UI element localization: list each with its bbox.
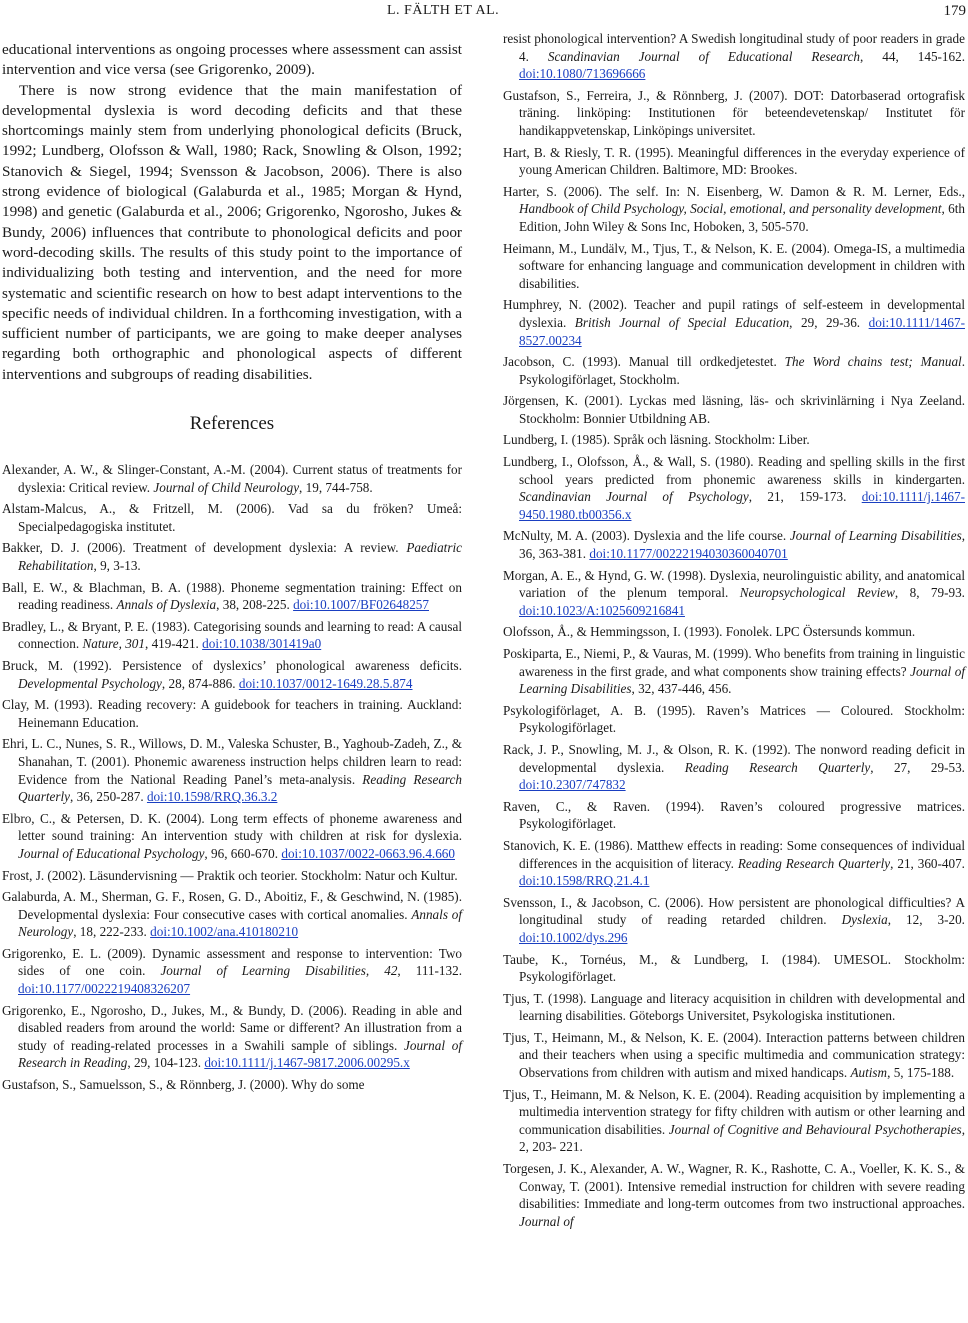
reference-text: , 32, 437-446, 456. [631, 681, 732, 697]
reference-text: Harter, S. (2006). The self. In: N. Eisenberg, W. Damon & R. M. Lerner, Eds., [503, 183, 965, 199]
reference-entry [503, 1029, 965, 1082]
reference-entry [503, 1086, 965, 1156]
reference-text: Bakker, D. J. (2006). Treatment of development dyslexia: A review. [2, 540, 407, 556]
reference-entry [503, 702, 965, 737]
reference-entry [503, 453, 965, 523]
journal-title: Reading Research Quarterly [18, 771, 462, 805]
reference-text: , 44, 145-162. [859, 48, 966, 64]
reference-text: Rack, J. P., Snowling, M. J., & Olson, R. K. (1992). The nonword reading deficit in developmental dyslexia. [503, 741, 965, 775]
journal-title: Reading Research Quarterly [684, 759, 871, 775]
reference-entry [503, 951, 965, 986]
reference-text: Taube, K., Tornéus, M., & Lundberg, I. (1984). UMESOL. Stockholm: Psykologiförlaget. [503, 951, 965, 985]
reference-entry [503, 30, 965, 83]
reference-text: , 12, 3-20. [887, 912, 965, 928]
page-number: 179 [943, 3, 966, 19]
reference-entry [503, 894, 965, 947]
reference-text: , 19, 744-758. [299, 479, 373, 495]
reference-text: , 6th Edition, John Wiley & Sons Inc, Hoboken, 3, 505-570. [519, 201, 966, 234]
reference-entry [503, 527, 965, 562]
reference-entry [503, 990, 965, 1025]
reference-entry [503, 798, 965, 833]
journal-title: Journal of Learning Disabilities [519, 663, 965, 697]
reference-entry [503, 1160, 965, 1230]
journal-title: Developmental Psychology [18, 675, 162, 691]
reference-text: Hart, B. & Riesly, T. R. (1995). Meaningful differences in the everyday experience of young American Children. Baltimore, MD: Brookes. [503, 144, 965, 178]
journal-title: Journal of [519, 1213, 574, 1229]
reference-text: , 5, 175-188. [887, 1065, 955, 1081]
reference-entry [2, 461, 462, 496]
reference-text: , 28, 874-886. [161, 675, 239, 691]
reference-entry [2, 945, 462, 998]
journal-title: Annals of Dyslexia [116, 597, 217, 613]
reference-entry [2, 810, 462, 863]
reference-text: , 36, 250-287. [70, 789, 147, 805]
journal-title: Journal of Learning Disabilities [789, 528, 962, 544]
reference-list-right [503, 30, 965, 1230]
journal-title: Journal of Educational Psychology [18, 845, 205, 861]
doi-link[interactable]: doi:10.1007/BF02648257 [293, 597, 429, 613]
body-paragraph-1: educational interventions as ongoing processes where assessment can assist intervention and vice versa (see Grigorenko, 2009). [2, 41, 462, 79]
doi-link[interactable]: doi:10.1080/713696666 [519, 66, 646, 82]
reference-text: Lundberg, I., Olofsson, Å., & Wall, S. (1980). Reading and spelling skills in the first school years predicted from phonemic awareness skills in kindergarten. [503, 454, 965, 487]
journal-title: Annals of Neurology [18, 906, 463, 940]
journal-title: The Word chains test; Manual [784, 354, 962, 370]
reference-text: , 2, 203- 221. [519, 1121, 965, 1155]
doi-link[interactable]: doi:10.1111/j.1467-9450.1980.tb00356.x [519, 489, 965, 522]
reference-text: Svensson, I., & Jacobson, C. (2006). How persistent are phonological difficulties? A longitudinal study of reading retarded children. [503, 894, 965, 928]
reference-text: Raven, C., & Raven. (1994). Raven’s coloured progressive matrices. Psykologiförlaget. [503, 798, 965, 832]
reference-text: Bradley, L., & Bryant, P. E. (1983). Categorising sounds and learning to read: A causal connection. [2, 618, 462, 652]
reference-text: . Psykologiförlaget, Stockholm. [519, 354, 965, 387]
reference-text: , 419-421. [144, 636, 203, 652]
right-column [503, 30, 965, 1234]
journal-title: Autism [850, 1065, 888, 1081]
reference-text: Ehri, L. C., Nunes, S. R., Willows, D. M., Valeska Schuster, B., Yaghoub-Zadeh, Z., & Shanahan, T. (2001). Phonemic awareness instruction helps children learn to read: Evidence from the National Reading Panel’s meta-analysis. [2, 736, 462, 787]
reference-text: Clay, M. (1993). Reading recovery: A guidebook for teachers in training. Auckland: Heinemann Education. [2, 697, 462, 730]
reference-entry [2, 696, 462, 731]
doi-link[interactable]: doi:10.1037/0012-1649.28.5.874 [238, 675, 413, 691]
reference-entry [503, 431, 965, 449]
reference-text: , 9, 3-13. [93, 558, 141, 574]
journal-title: Nature, 301 [82, 636, 145, 652]
reference-entry [503, 144, 965, 179]
reference-text: , 27, 29-53. [870, 759, 965, 775]
page-header [0, 3, 968, 25]
reference-text: , 111-132. [397, 963, 462, 979]
reference-entry [2, 618, 462, 653]
reference-entry [2, 539, 462, 574]
doi-link[interactable]: doi:10.2307/747832 [519, 777, 626, 793]
reference-text: Alexander, A. W., & Slinger-Constant, A.-M. (2004). Current status of treatments for dyslexia: Critical review. [2, 462, 462, 495]
reference-text: Jacobson, C. (1993). Manual till ordkedjetestet. [503, 354, 785, 370]
reference-text: Grigorenko, E. L. (2009). Dynamic assessment and response to intervention: Two sides of one coin. [2, 945, 462, 979]
reference-text: , 36, 363-381. [519, 528, 965, 562]
reference-text: Tjus, T. (1998). Language and literacy acquisition in children with developmental and learning disabilities. Göteborgs Universitet, Psykologiska institutionen. [503, 990, 965, 1024]
doi-link[interactable]: doi:10.1037/0022-0663.96.4.660 [281, 845, 455, 861]
doi-link[interactable]: doi:10.1598/RRQ.36.3.2 [146, 789, 278, 805]
doi-link[interactable]: doi:10.1002/dys.296 [519, 929, 628, 945]
reference-entry [503, 645, 965, 698]
reference-text: Gustafson, S., Samuelsson, S., & Rönnberg, J. (2000). Why do some [2, 1077, 365, 1093]
reference-text: , 8, 79-93. [894, 585, 965, 601]
doi-link[interactable]: doi:10.1023/A:1025609216841 [519, 602, 685, 618]
reference-text: Lundberg, I. (1985). Språk och läsning. Stockholm: Liber. [503, 432, 810, 448]
reference-text: Tjus, T., Heimann, M., & Nelson, K. E. (2004). Interaction patterns between children and their teachers when using a specific multimedia and communication strategy: Observations from children with autism and mixed handicaps. [503, 1029, 965, 1081]
doi-link[interactable]: doi:10.1111/1467-8527.00234 [519, 314, 965, 348]
journal-title: Journal of Learning Disabilities, 42 [160, 963, 398, 979]
reference-text: , 18, 222-233. [73, 924, 151, 940]
reference-entry [503, 741, 965, 794]
journal-title: Scandinavian Journal of Educational Research [547, 48, 860, 64]
reference-entry [503, 623, 965, 641]
doi-link[interactable]: doi:10.1038/301419a0 [202, 636, 322, 652]
references-heading: References [189, 413, 275, 435]
reference-text: Gustafson, S., Ferreira, J., & Rönnberg, J. (2007). DOT: Datorbaserad ortografisk träning. linköping: Institutionen för beteendevetenskap/ Institutet för handikappvetenskap, Linköpings universitet. [503, 87, 965, 138]
reference-text: Grigorenko, E., Ngorosho, D., Jukes, M., & Bundy, D. (2006). Reading in able and disabled readers from around the world: Same or different? An illustration from a study of reading-related processes in a Swahili sample of siblings. [2, 1002, 462, 1053]
reference-text: Galaburda, A. M., Sherman, G. F., Rosen, G. D., Aboitiz, F., & Geschwind, N. (1985). Developmental dyslexia: Four consecutive cases with cortical anomalies. [2, 889, 462, 922]
journal-title: Journal of Child Neurology [153, 479, 300, 495]
reference-entry [503, 87, 965, 140]
reference-text: , 29, 104-123. [127, 1055, 205, 1071]
reference-text: Alstam-Malcus, A., & Fritzell, M. (2006). Vad sa du fröken? Umeå: Specialpedagogiska institutet. [2, 501, 462, 534]
journal-title: Paediatric Rehabilitation [18, 540, 462, 574]
reference-entry [503, 183, 965, 236]
doi-link[interactable]: doi:10.1177/00222194030360040701 [589, 546, 788, 562]
reference-entry [2, 867, 462, 885]
reference-text: Psykologiförlaget, A. B. (1995). Raven’s Matrices — Coloured. Stockholm: Psykologiförlaget. [503, 702, 965, 736]
reference-entry [2, 1002, 462, 1072]
doi-link[interactable]: doi:10.1598/RRQ.21.4.1 [519, 873, 650, 889]
journal-title: Journal of Cognitive and Behavioural Psychotherapies [668, 1121, 962, 1137]
reference-entry [503, 296, 965, 349]
journal-title: Dyslexia [841, 912, 888, 928]
reference-entry [503, 353, 965, 388]
left-column [2, 40, 462, 1098]
reference-entry [503, 240, 965, 293]
reference-text: Bruck, M. (1992). Persistence of dyslexics’ phonological awareness deficits. [2, 657, 462, 673]
journal-title: Reading Research Quarterly [737, 855, 891, 871]
reference-entry [2, 888, 462, 941]
doi-link[interactable]: doi:10.1177/0022219408326207 [18, 981, 191, 997]
body-paragraph-2: There is now strong evidence that the main manifestation of developmental dyslexia is word decoding deficits and that these shortcomings mainly stem from underlying phonological deficits (Bruck, 1992; Lundberg, Olofsson & Wall, 1980; Rack, Snowling & Olson, 1992; Stanovich & Siegel, 1994; Svensson & Jacobson, 2006). There is also strong evidence of biological (Galaburda et al., 1985; Morgan & Hynd, 1998) and genetic (Galaburda et al., 2006; Grigorenko, Ngorosho, Jukes & Bundy, 2006) influences that contribute to phonological deficits and poor word-decoding skills. The results of this study point to the importance of individualizing both testing and intervention, and the need for more systematic and scientific research on how to best adapt interventions to the specific needs of individual children. In a forthcoming investigation, with a sufficient number of participants, we are going to make deeper analyses regarding both orthographic and phonological aspects of different interventions and subgroups of reading disabilities. [2, 81, 462, 383]
journal-title: Handbook of Child Psychology, Social, emotional, and personality development [519, 201, 942, 217]
reference-entry [2, 735, 462, 805]
reference-text: resist phonological intervention? A Swedish longitudinal study of poor readers in grade 4. [503, 31, 965, 64]
reference-text: , 29, 29-36. [789, 314, 869, 330]
reference-text: Torgesen, J. K., Alexander, A. W., Wagner, R. K., Rashotte, C. A., Voeller, K. K. S., & Conway, T. (2001). Intensive remedial instruction for children with severe reading disabilities: Immediate and long-term outcomes from two instructional approaches. [503, 1161, 965, 1212]
reference-entry [2, 657, 462, 692]
reference-text: Frost, J. (2002). Läsundervisning — Praktik och teorier. Stockholm: Natur och Kultur. [2, 867, 458, 883]
reference-entry [2, 579, 462, 614]
reference-text: Tjus, T., Heimann, M. & Nelson, K. E. (2004). Reading acquisition by implementing a multimedia intervention strategy for fifty children with autism or other learning and communication disabilities. [503, 1086, 965, 1137]
reference-text: Elbro, C., & Petersen, D. K. (2004). Long term effects of phoneme awareness and letter sound training: An intervention study with children at risk for dyslexia. [2, 810, 462, 844]
reference-text: , 96, 660-670. [204, 845, 282, 861]
doi-link[interactable]: doi:10.1111/j.1467-9817.2006.00295.x [204, 1055, 410, 1071]
reference-text: Olofsson, Å., & Hemmingsson, I. (1993). Fonolek. LPC Östersunds kommun. [503, 624, 916, 640]
reference-text: McNulty, M. A. (2003). Dyslexia and the life course. [503, 528, 790, 544]
reference-text: , 21, 159-173. [748, 489, 862, 505]
reference-text: Stanovich, K. E. (1986). Matthew effects in reading: Some consequences of individual differences in the acquisition of literacy. [503, 837, 965, 871]
journal-title: British Journal of Special Education [574, 314, 790, 330]
journal-title: Neuropsychological Review [739, 585, 895, 601]
reference-text: Humphrey, N. (2002). Teacher and pupil ratings of self-esteem in developmental dyslexia. [503, 297, 965, 330]
reference-text: Jörgensen, K. (2001). Lyckas med läsning, läs- och skrivinlärning i Nya Zeeland. Stockholm: Bonnier Utbildning AB. [503, 393, 965, 426]
doi-link[interactable]: doi:10.1002/ana.410180210 [150, 924, 299, 940]
journal-title: Journal of Research in Reading [18, 1037, 462, 1071]
journal-title: Scandinavian Journal of Psychology [519, 489, 749, 505]
reference-text: Morgan, A. E., & Hynd, G. W. (1998). Dyslexia, neurolinguistic ability, and anatomical variation of the plenum temporal. [503, 567, 965, 601]
reference-text: , 21, 360-407. [890, 855, 965, 871]
reference-entry [2, 1076, 462, 1094]
reference-text: Ball, E. W., & Blachman, B. A. (1988). Phoneme segmentation training: Effect on reading readiness. [2, 579, 462, 613]
reference-list-left [2, 461, 462, 1094]
reference-entry [503, 837, 965, 890]
reference-text: , 38, 208-225. [216, 597, 294, 613]
reference-entry [2, 500, 462, 535]
running-head: L. FÄLTH ET AL. [387, 3, 500, 18]
reference-text: Heimann, M., Lundälv, M., Tjus, T., & Nelson, K. E. (2004). Omega-IS, a multimedia software for enhancing language and communication development in children with disabilities. [503, 240, 965, 291]
reference-text: Poskiparta, E., Niemi, P., & Vauras, M. (1999). Who benefits from training in linguistic awareness in the first grade, and what components show training effects? [503, 646, 965, 679]
reference-entry [503, 567, 965, 620]
reference-entry [503, 392, 965, 427]
